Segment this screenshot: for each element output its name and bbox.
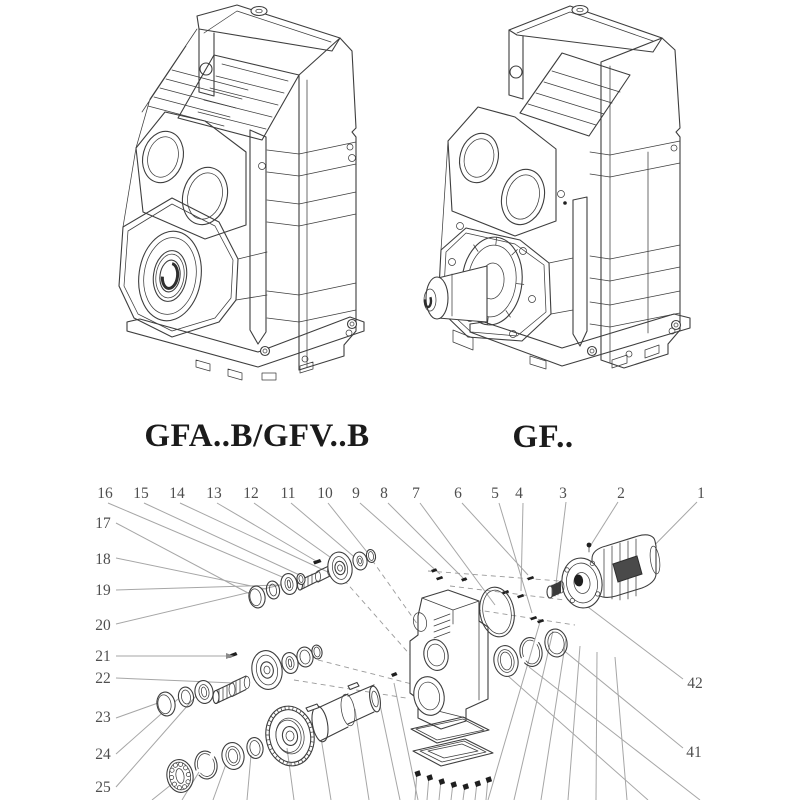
callout-18: 18 xyxy=(95,551,111,568)
callout-numbers xyxy=(95,485,705,796)
callout-3: 3 xyxy=(559,485,567,502)
bore-upper xyxy=(454,129,504,187)
callout-23: 23 xyxy=(95,709,111,726)
callout-17: 17 xyxy=(95,515,111,532)
leader-line-41 xyxy=(562,649,683,748)
bore-lower xyxy=(176,162,234,229)
input-seal-ring xyxy=(265,580,281,600)
callout-12: 12 xyxy=(243,485,259,502)
base-bar xyxy=(127,317,364,367)
callout-41: 41 xyxy=(686,744,702,761)
callout-5: 5 xyxy=(491,485,499,502)
pan-bolt-2 xyxy=(439,778,446,785)
lug-hole xyxy=(510,66,522,78)
leader-line-2 xyxy=(589,502,618,548)
leader-line-cut-7 xyxy=(379,700,400,800)
callout-25: 25 xyxy=(95,779,111,796)
callout-21: 21 xyxy=(95,648,111,665)
stud-bolt-4 xyxy=(530,616,537,620)
callout-6: 6 xyxy=(454,485,462,502)
input-bearing-right xyxy=(352,551,369,571)
eyebolt-hole xyxy=(251,7,267,16)
pan-bolt-3 xyxy=(451,781,458,788)
bore-lower xyxy=(495,165,550,230)
callout-22: 22 xyxy=(95,670,111,687)
input-gear xyxy=(325,550,354,586)
motor-unit xyxy=(559,535,662,611)
axis-dash-4 xyxy=(428,571,560,581)
leader-line-cut-10 xyxy=(514,631,553,800)
leader-line-14 xyxy=(180,503,330,573)
intermediate-pinion-shaft xyxy=(213,652,250,704)
leader-line-cut-0 xyxy=(152,784,172,800)
gearbox-drawing-left xyxy=(119,5,364,380)
leader-line-cut-4 xyxy=(287,748,294,800)
key xyxy=(348,683,359,690)
exploded-view xyxy=(95,485,705,800)
callout-14: 14 xyxy=(169,485,185,502)
leader-line-6 xyxy=(462,503,528,575)
pan-bolt-5 xyxy=(475,780,482,787)
oil-pan-bolts xyxy=(415,770,493,800)
callout-16: 16 xyxy=(97,485,113,502)
output-flange xyxy=(119,198,238,337)
callout-7: 7 xyxy=(412,485,420,502)
corner-column xyxy=(250,130,266,344)
leader-line-cut-13 xyxy=(596,652,597,800)
bore-upper xyxy=(137,127,189,188)
leader-line-cut-9 xyxy=(488,622,540,800)
callout-1: 1 xyxy=(697,485,705,502)
stud xyxy=(391,672,398,677)
gear-housing xyxy=(410,568,488,729)
leader-line-42 xyxy=(580,601,683,679)
leader-line-5 xyxy=(499,503,532,613)
callout-11: 11 xyxy=(280,485,296,502)
leader-line-cut-6 xyxy=(355,709,369,800)
leader-line-cut-2 xyxy=(213,764,226,800)
gearbox-drawing-right xyxy=(424,6,690,370)
callout-24: 24 xyxy=(95,746,111,763)
output-washer xyxy=(245,736,264,759)
leader-line-cut-16 xyxy=(508,676,648,800)
leader-line-17 xyxy=(116,523,250,594)
callout-10: 10 xyxy=(317,485,333,502)
leader-line-23 xyxy=(116,703,158,718)
callout-20: 20 xyxy=(95,617,111,634)
input-bearing-left xyxy=(279,572,298,595)
leader-line-8 xyxy=(388,503,466,581)
side-panel xyxy=(601,38,680,368)
output-shaft xyxy=(424,266,487,322)
leader-line-25 xyxy=(116,696,196,787)
callout-19: 19 xyxy=(95,582,111,599)
output-gear xyxy=(261,702,319,769)
model-label-left: GFA..B/GFV..B xyxy=(144,418,370,454)
oil-pan xyxy=(413,739,493,766)
model-label-right: GF.. xyxy=(512,419,574,455)
leader-line-16 xyxy=(108,503,294,582)
callout-8: 8 xyxy=(380,485,388,502)
output-bearing xyxy=(220,741,246,771)
motor-side-bearing xyxy=(491,644,520,679)
output-shaft-exploded xyxy=(306,672,398,743)
mid-gear xyxy=(249,648,285,692)
output-ball-bearing xyxy=(164,757,195,794)
mid-seal-ring xyxy=(177,686,195,708)
mid-bearing-left xyxy=(193,679,215,705)
leader-line-22 xyxy=(116,678,234,683)
callout-4: 4 xyxy=(515,485,523,502)
leader-line-cut-14 xyxy=(615,657,627,800)
pan-bolt-0 xyxy=(415,770,422,777)
stud-bolt-1 xyxy=(527,576,534,580)
output-bearing xyxy=(133,227,207,325)
pan-bolt-1 xyxy=(427,774,434,781)
callout-2: 2 xyxy=(617,485,625,502)
axis-dash-1 xyxy=(344,580,420,666)
eyebolt-hole xyxy=(572,6,588,15)
callout-13: 13 xyxy=(206,485,222,502)
leader-line-cut-3 xyxy=(247,755,251,800)
leader-line-cut-12 xyxy=(568,646,580,800)
leader-line-10 xyxy=(328,503,371,557)
mid-end-cap xyxy=(155,691,177,718)
leader-line-cut-11 xyxy=(541,639,566,800)
callout-15: 15 xyxy=(133,485,149,502)
corner-column xyxy=(573,197,587,346)
stud-bolt-0 xyxy=(436,576,443,580)
axis-dash-2 xyxy=(318,660,412,684)
pan-bolt-6 xyxy=(486,776,493,783)
callout-9: 9 xyxy=(352,485,360,502)
callout-42: 42 xyxy=(687,675,703,692)
stud-bolt-3 xyxy=(517,594,524,598)
pan-bolt-4 xyxy=(463,783,470,790)
leader-line-cut-15 xyxy=(529,667,700,800)
leader-line-7 xyxy=(420,503,495,605)
